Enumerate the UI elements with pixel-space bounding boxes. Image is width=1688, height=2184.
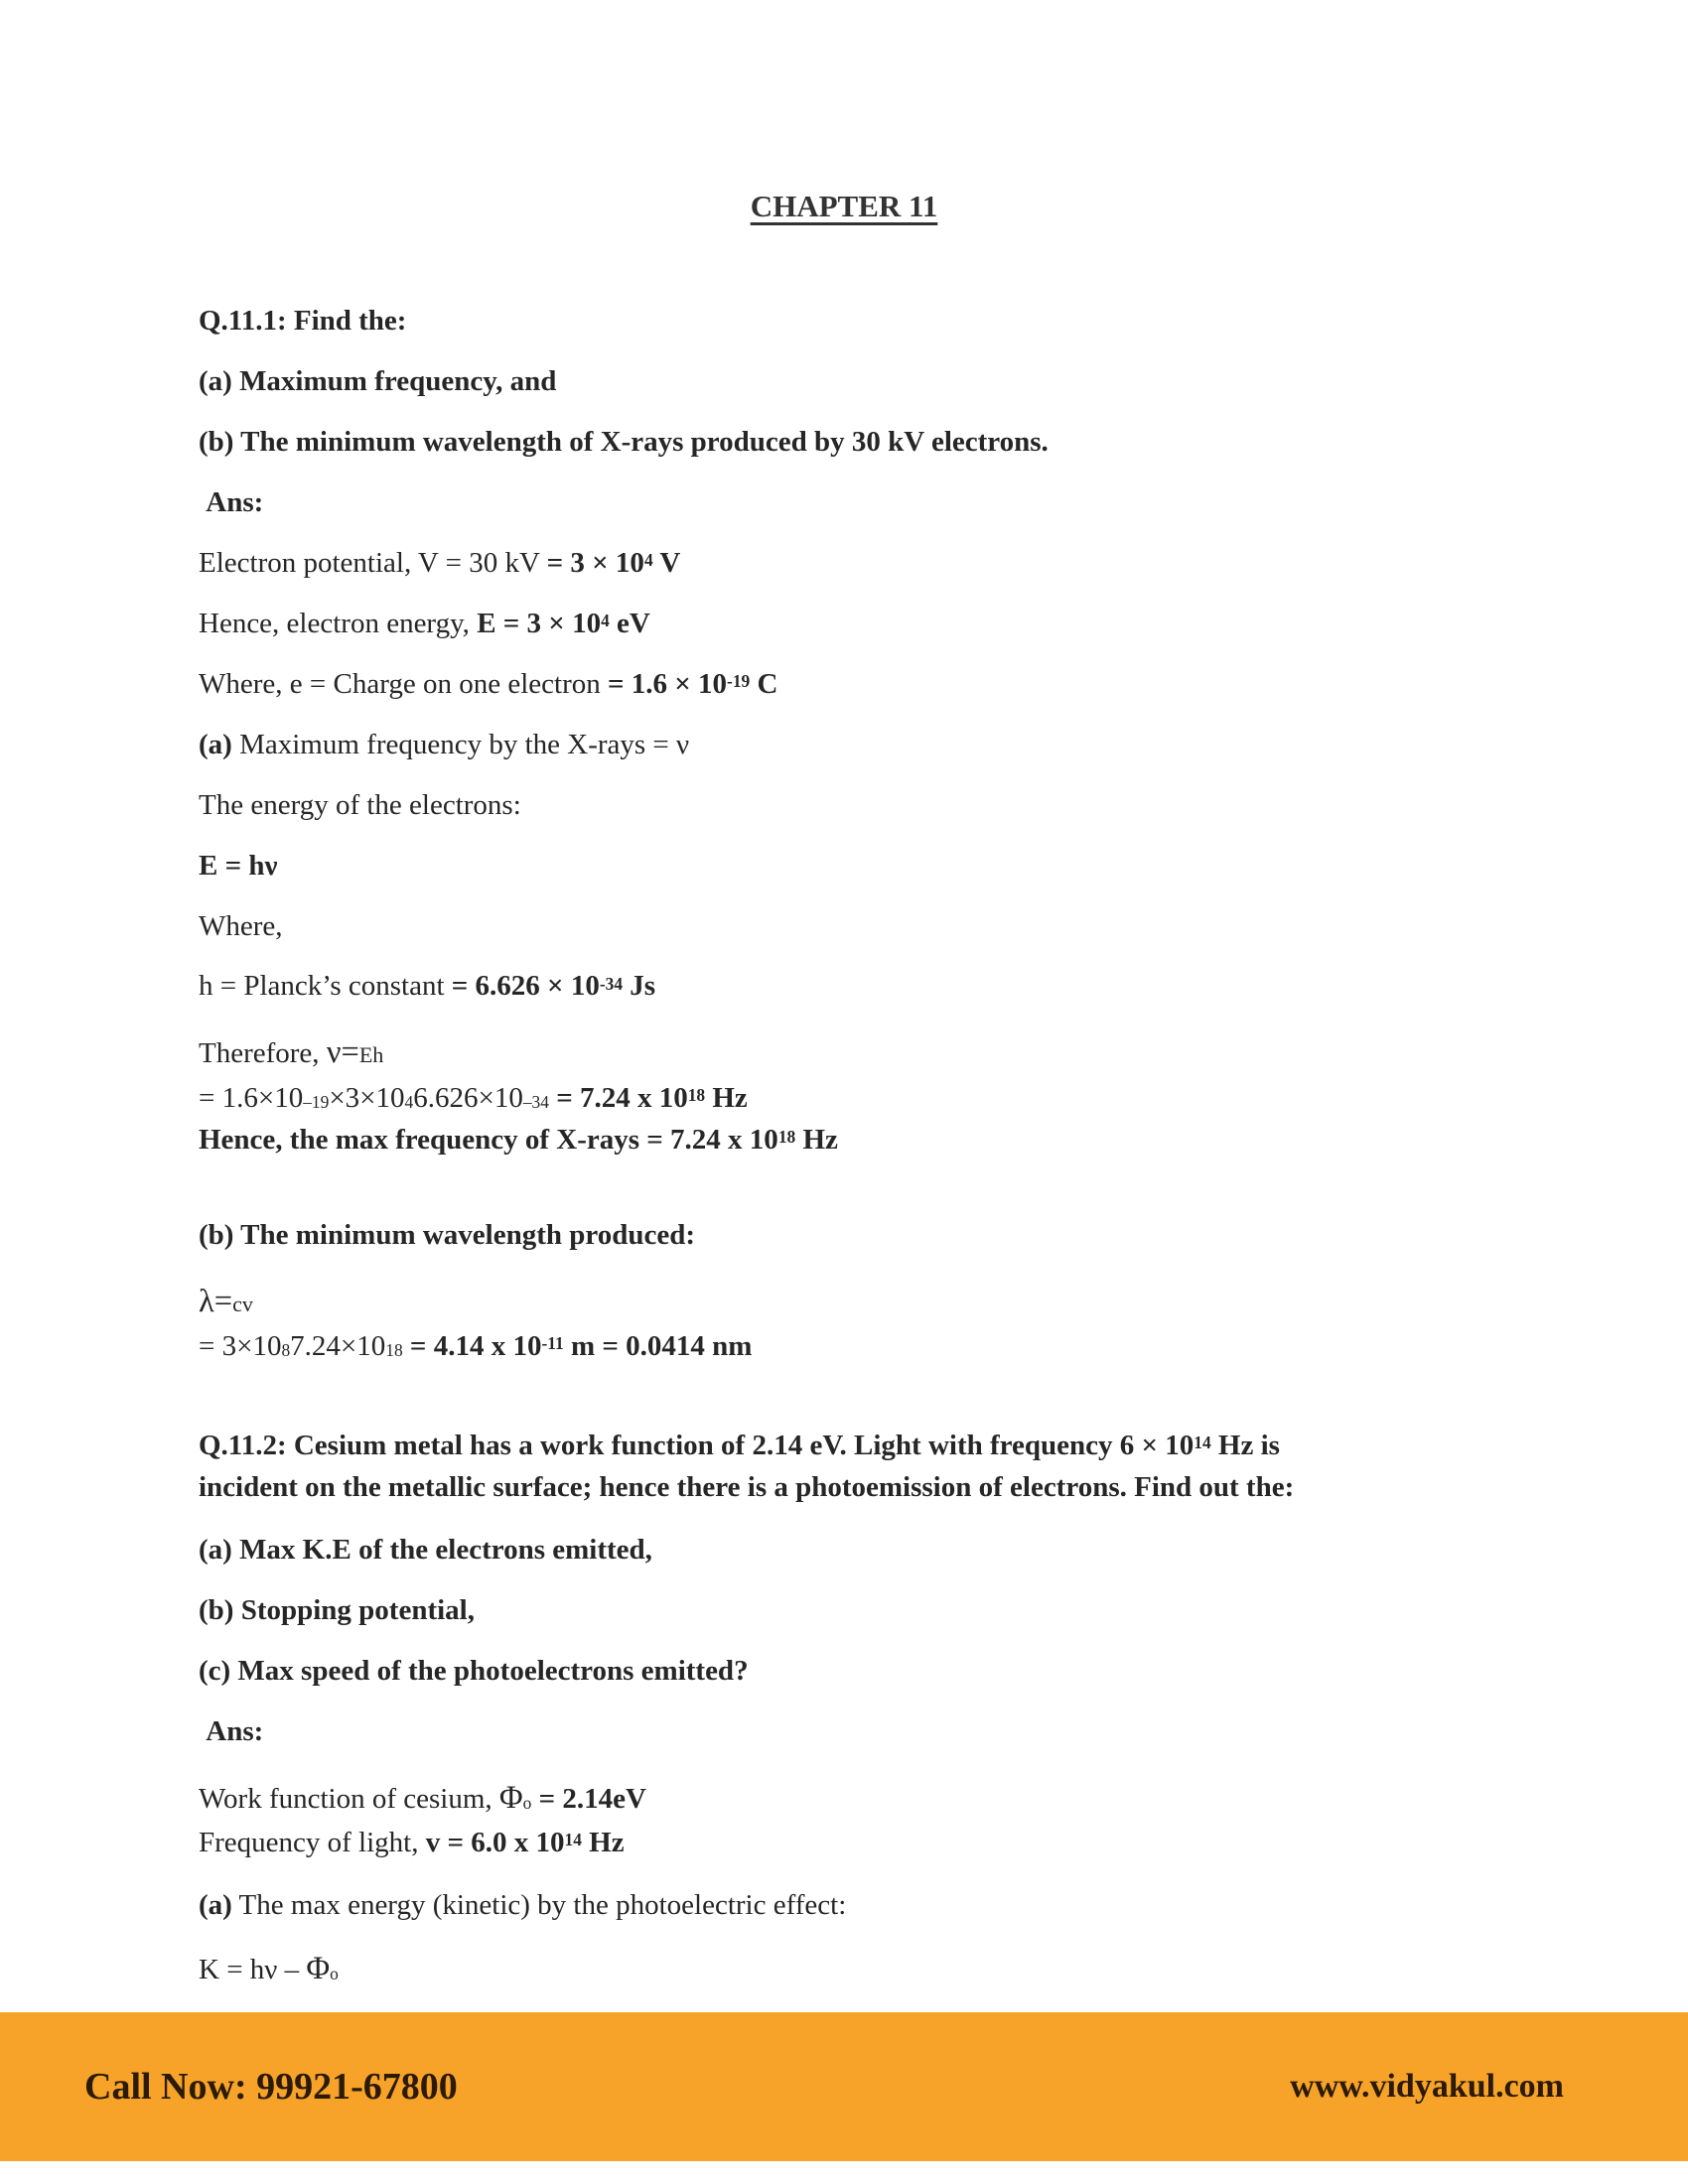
text-run: -11 [541,1332,564,1353]
text-run: = 6.626 × 10 [451,970,600,1003]
text-run: Frequency of light, [199,1826,426,1858]
q11-1-ans-label [199,485,1509,521]
footer-website-url: www.vidyakul.com [1290,2068,1564,2105]
footer-phone-number: Call Now: 99921-67800 [84,2066,458,2108]
work-function-block [199,1775,1509,1863]
text-run: Hence, electron energy, [199,607,478,639]
q11-2-heading [199,1425,1509,1508]
text-run: 4 [601,610,610,630]
text-run: ×3×10 [329,1081,405,1114]
text-run: Where, e = Charge on one electron [199,667,608,700]
text-run: Js [623,970,656,1003]
text-run: = 4.14 x 10 [409,1329,542,1362]
text-run: (b) Stopping potential, [199,1593,475,1626]
text-run: Where, [199,909,283,942]
text-run: Q.11.1: Find the: [199,305,407,337]
wavelength-calculation-block [199,1279,1509,1367]
q11-2-ans-label [199,1714,1509,1750]
e-equals-hv [199,849,1509,885]
text-run: = 2.14eV [538,1782,646,1815]
electron-energy-line [199,607,1509,642]
electron-charge-line [199,667,1509,703]
text-run: 18 [687,1084,706,1105]
text-run: 7.24×10 [290,1329,386,1362]
text-run: (a) Maximum frequency, and [199,364,557,397]
text-run: = 3 × 10 [546,546,644,579]
text-run: Hz [795,1123,838,1156]
text-run: C [750,667,778,700]
text-run: o [522,1793,532,1814]
text-run: o [330,1964,339,1984]
text-run: cv [232,1291,253,1316]
text-run: 18 [777,1126,796,1147]
energy-of-electrons-line [199,788,1509,824]
text-run: Hz [581,1826,625,1858]
q11-2-part-c [199,1654,1509,1690]
text-run: -34 [599,973,624,994]
q11-2-part-a [199,1533,1509,1569]
text-run [403,1330,410,1362]
text-run: Φ [498,1779,523,1816]
text-run: (a) Max K.E of the electrons emitted, [199,1533,652,1566]
text-run: Hence, the max frequency of X-rays = 7.24 x 10 [199,1123,778,1156]
text-run: 8 [281,1340,291,1361]
k-equation-line [199,1949,1509,1988]
text-run: Work function of cesium, [199,1782,499,1815]
where-label [199,909,1509,945]
footer-bar [0,2012,1688,2161]
text-run: = 1.6×10 [199,1081,304,1114]
q11-2-part-b [199,1593,1509,1629]
text-run: 18 [385,1340,403,1361]
text-run: Q.11.2: Cesium metal has a work function of 2.14 eV. Light with frequency 6 × 10 [199,1429,1195,1461]
q11-1-part-a [199,364,1509,400]
text-run: Hz is [1210,1429,1280,1461]
document-body [199,304,1509,2013]
text-run: (b) The minimum wavelength of X-rays produced by 30 kV electrons. [199,425,1049,458]
text-run: -19 [727,670,751,691]
text-run: Hz [705,1081,748,1114]
max-kinetic-energy-line [199,1888,1509,1924]
text-run: (a) [199,728,232,760]
text-run: Ans: [199,485,264,518]
q11-1-part-b-heading [199,1218,1509,1254]
text-run: m = 0.0414 nm [563,1329,753,1362]
text-run: = 7.24 x 10 [556,1081,688,1114]
text-run: 6.626×10 [413,1081,523,1114]
text-run: (c) Max speed of the photoelectrons emitted? [199,1654,749,1687]
text-run: 4 [404,1092,414,1113]
text-run: Ans: [199,1714,264,1747]
text-run: (a) [199,1888,232,1921]
text-run: Electron potential, V = 30 kV [199,546,547,579]
electron-potential-line [199,546,1509,582]
text-run: Therefore, [199,1037,327,1070]
q11-1-heading [199,304,1509,340]
max-frequency-line [199,728,1509,763]
text-run: K = hν – [199,1953,307,1985]
text-run: 14 [564,1829,582,1849]
text-run: Φ [306,1950,331,1986]
chapter-title-text: CHAPTER 11 [750,189,938,223]
text-run: –34 [522,1092,549,1113]
planck-constant-line [199,969,1509,1005]
text-run: λ= [199,1283,233,1319]
text-run: E = 3 × 10 [477,607,602,639]
text-run: 4 [643,549,653,570]
text-run: E = hν [199,849,278,882]
page-title [0,189,1688,224]
text-run: –19 [303,1092,330,1113]
q11-1-part-b [199,425,1509,461]
text-run: h = Planck’s constant [199,970,452,1003]
frequency-calculation-block [199,1029,1509,1160]
text-run: eV [609,607,650,639]
text-run: (b) The minimum wavelength produced: [199,1218,696,1251]
text-run: V [652,546,681,579]
text-run [531,1783,538,1815]
text-run: = 3×10 [199,1329,282,1362]
text-run: Maximum frequency by the X-rays = ν [231,728,690,760]
text-run: v = 6.0 x 10 [425,1826,565,1858]
text-run: incident on the metallic surface; hence there is a photoemission of electrons. Find out the: [199,1470,1295,1503]
text-run: The energy of the electrons: [199,788,521,821]
text-run: The max energy (kinetic) by the photoelectric effect: [231,1888,847,1921]
text-run: Eh [358,1042,384,1068]
text-run: ν= [326,1034,359,1071]
text-run: 14 [1194,1432,1211,1452]
text-run: = 1.6 × 10 [607,667,728,700]
